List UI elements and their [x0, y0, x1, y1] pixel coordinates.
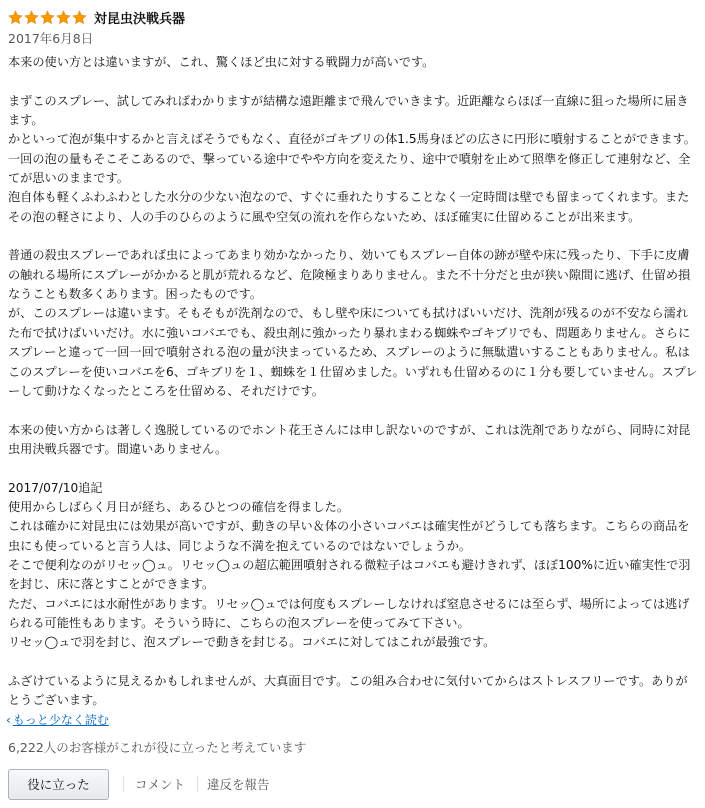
read-less-link[interactable]: [6, 711, 705, 729]
paragraph-break: [8, 401, 698, 420]
star-icon: [56, 10, 71, 25]
review-body: [8, 53, 698, 711]
star-icon: [40, 10, 55, 25]
review-paragraph: 使用からしばらく月日が経ち、あるひとつの確信を得ました。: [8, 499, 350, 514]
review-paragraph: かといって泡が集中するかと言えばそうでもなく、直径がゴキブリの体1.5馬身ほどの広さに円形に噴射することができます。一回の泡の量もそこそこあるので、撃っている途中でやや方向を変えたり、途中で噴射を止めて照準を修正して連射など、全てが思いのままです。: [8, 132, 696, 186]
paragraph-break: [8, 459, 698, 478]
helpful-vote-count: 6,222人のお客様がこれが役に立ったと考えています: [8, 739, 307, 755]
helpful-button[interactable]: 役に立った: [8, 769, 109, 800]
review-title[interactable]: 対昆虫決戦兵器: [94, 11, 186, 27]
paragraph-break: [8, 227, 698, 246]
review-paragraph: リセッ◯ュで羽を封じ、泡スプレーで動きを封じる。コバエに対してはこれが最強です。: [8, 635, 496, 650]
comment-link[interactable]: コメント: [135, 777, 186, 793]
report-abuse-link[interactable]: 違反を報告: [207, 777, 270, 793]
review-paragraph: 本来の使い方とは違いますが、これ、驚くほど虫に対する戦闘力が高いです。: [8, 55, 435, 69]
star-rating: [8, 10, 88, 25]
star-icon: [24, 10, 39, 25]
read-less-label: もっと少なく読む: [12, 713, 109, 728]
review-paragraph: 泡自体も軽くふわふわとした水分の少ない泡なので、すぐに垂れたりすることなく一定時間は壁でも留まってくれます。またその泡の軽さにより、人の手のひらのように風や空気の流れを作らないため、ほぼ確実に仕留めることが出来ます。: [8, 190, 690, 224]
review-paragraph: が、このスプレーは違います。そもそもが洗剤なので、もし壁や床についても拭けばいいだけ、洗剤が残るのが不安なら濡れた布で拭けばいいだけ。水に強いコバエでも、殺虫剤に強かったり暴れまわる蜘蛛やゴキブリでも、問題ありません。さらにスプレーと違って一回一回で噴射される泡の量が決まっているため、スプレーのように無駄遣いすることもありません。私はこのスプレーを使いコバエを6、ゴキブリを１、蜘蛛を１仕留めました。いずれも仕留めるのに１分も要していません。スプレーして動けなくなったところを仕留める、それだけです。: [8, 306, 698, 398]
star-icon: [72, 10, 87, 25]
paragraph-break: [8, 653, 698, 672]
chevron-left-icon: ‹: [6, 712, 11, 727]
review-paragraph: ふざけているように見えるかもしれませんが、大真面目です。この組み合わせに気付いてからはストレスフリーです。ありがとうございます。: [8, 674, 688, 708]
review-paragraph: まずこのスプレー、試してみればわかりますが結構な遠距離まで飛んでいきます。近距離ならほぼ一直線に狙った場所に届きます。: [8, 93, 689, 128]
review-date: 2017年6月8日: [8, 31, 94, 46]
review-paragraph: 2017/07/10追記: [8, 480, 103, 495]
star-icon: [8, 10, 23, 25]
divider: [123, 776, 124, 792]
review-actions: [8, 769, 705, 800]
review-paragraph: 本来の使い方からは著しく逸脱しているのでホント花王さんには申し訳ないのですが、これは洗剤でありながら、同時に対昆虫用決戦兵器です。間違いありません。: [8, 422, 691, 456]
paragraph-break: [8, 72, 698, 91]
review-paragraph: ただ、コバエには水耐性があります。リセッ◯ュでは何度もスプレーしなければ窒息させるには至らず、場所によっては逃げられる可能性もあります。そういう時に、こちらの泡スプレーを使ってみて下さい。: [8, 596, 690, 630]
review-paragraph: 普通の殺虫スプレーであれば虫によってあまり効かなかったり、効いてもスプレー自体の跡が壁や床に残ったり、下手に皮膚の触れる場所にスプレーがかかると肌が荒れるなど、危険極まりありません。また不十分だと虫が狭い隙間に逃げ、仕留め損なうことも数多くあります。困ったものです。: [8, 248, 691, 302]
divider: [197, 776, 198, 792]
review-paragraph: これは確かに対昆虫には効果が高いですが、動きの早い＆体の小さいコバエは確実性がどうしても落ちます。こちらの商品を虫にも使っていると言う人は、同じような不満を抱えているのではないでしょうか。: [8, 519, 690, 553]
review-header: [8, 8, 705, 26]
review-paragraph: そこで便利なのがリセッ◯ュ。リセッ◯ュの超広範囲噴射される微粒子はコバエも避けきれず、ほぼ100%に近い確実性で羽を封じ、床に落とすことができます。: [8, 557, 691, 592]
